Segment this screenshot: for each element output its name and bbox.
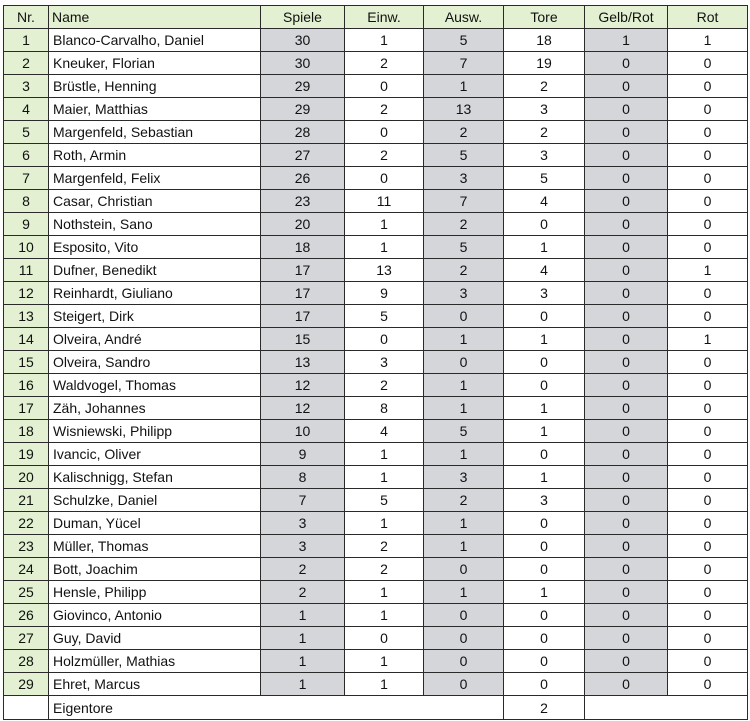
rot-cell: 0 [668, 443, 748, 466]
tore-cell: 3 [504, 489, 585, 512]
own-goals-label: Eigentore [49, 696, 504, 720]
row-nr-cell: 2 [4, 52, 49, 75]
einw-cell: 9 [345, 282, 424, 305]
gelbrot-cell: 0 [585, 144, 668, 167]
tore-cell: 0 [504, 673, 585, 696]
gelbrot-cell: 0 [585, 236, 668, 259]
player-name-cell: Blanco-Carvalho, Daniel [49, 29, 261, 52]
col-header-spiele: Spiele [261, 6, 345, 29]
table-row [4, 121, 748, 144]
tore-cell: 0 [504, 305, 585, 328]
rot-cell: 1 [668, 328, 748, 351]
row-nr-cell: 11 [4, 259, 49, 282]
einw-cell: 0 [345, 75, 424, 98]
row-nr-cell: 7 [4, 167, 49, 190]
einw-cell: 1 [345, 512, 424, 535]
table-row [4, 397, 748, 420]
spiele-cell: 29 [261, 98, 345, 121]
rot-cell: 0 [668, 190, 748, 213]
rot-cell: 0 [668, 581, 748, 604]
tore-cell: 2 [504, 75, 585, 98]
player-name-cell: Waldvogel, Thomas [49, 374, 261, 397]
tore-cell: 1 [504, 420, 585, 443]
spiele-cell: 12 [261, 374, 345, 397]
player-stats-sheet [3, 5, 747, 719]
gelbrot-cell: 1 [585, 29, 668, 52]
row-nr-cell: 6 [4, 144, 49, 167]
row-nr-cell: 1 [4, 29, 49, 52]
spiele-cell: 28 [261, 121, 345, 144]
spiele-cell: 13 [261, 351, 345, 374]
rot-cell: 0 [668, 397, 748, 420]
rot-cell: 0 [668, 167, 748, 190]
einw-cell: 4 [345, 420, 424, 443]
tore-cell: 0 [504, 535, 585, 558]
col-header-rot: Rot [668, 6, 748, 29]
spiele-cell: 3 [261, 535, 345, 558]
gelbrot-cell: 0 [585, 98, 668, 121]
gelbrot-cell: 0 [585, 420, 668, 443]
col-header-ausw: Ausw. [424, 6, 504, 29]
row-nr-cell: 28 [4, 650, 49, 673]
tore-cell: 18 [504, 29, 585, 52]
table-row [4, 98, 748, 121]
gelbrot-cell: 0 [585, 190, 668, 213]
table-row [4, 351, 748, 374]
tore-cell: 1 [504, 581, 585, 604]
table-row [4, 650, 748, 673]
tore-cell: 0 [504, 558, 585, 581]
spiele-cell: 18 [261, 236, 345, 259]
player-name-cell: Margenfeld, Sebastian [49, 121, 261, 144]
tore-cell: 0 [504, 627, 585, 650]
rot-cell: 0 [668, 420, 748, 443]
gelbrot-cell: 0 [585, 351, 668, 374]
own-goals-nr-cell [4, 696, 49, 720]
spiele-cell: 2 [261, 581, 345, 604]
table-row [4, 236, 748, 259]
gelbrot-cell: 0 [585, 650, 668, 673]
gelbrot-cell: 0 [585, 213, 668, 236]
einw-cell: 2 [345, 98, 424, 121]
einw-cell: 2 [345, 374, 424, 397]
gelbrot-cell: 0 [585, 167, 668, 190]
einw-cell: 1 [345, 29, 424, 52]
ausw-cell: 3 [424, 466, 504, 489]
col-header-gelbrot: Gelb/Rot [585, 6, 668, 29]
ausw-cell: 5 [424, 420, 504, 443]
einw-cell: 1 [345, 650, 424, 673]
tore-cell: 1 [504, 328, 585, 351]
rot-cell: 0 [668, 558, 748, 581]
tore-cell: 3 [504, 98, 585, 121]
einw-cell: 5 [345, 489, 424, 512]
row-nr-cell: 15 [4, 351, 49, 374]
row-nr-cell: 3 [4, 75, 49, 98]
einw-cell: 2 [345, 144, 424, 167]
ausw-cell: 1 [424, 535, 504, 558]
rot-cell: 0 [668, 351, 748, 374]
own-goals-count: 2 [504, 696, 585, 720]
rot-cell: 0 [668, 236, 748, 259]
tore-cell: 4 [504, 259, 585, 282]
header-row [4, 6, 748, 29]
einw-cell: 1 [345, 673, 424, 696]
row-nr-cell: 8 [4, 190, 49, 213]
table-row [4, 52, 748, 75]
rot-cell: 1 [668, 29, 748, 52]
ausw-cell: 2 [424, 259, 504, 282]
spiele-cell: 1 [261, 650, 345, 673]
gelbrot-cell: 0 [585, 535, 668, 558]
player-name-cell: Steigert, Dirk [49, 305, 261, 328]
gelbrot-cell: 0 [585, 627, 668, 650]
player-name-cell: Müller, Thomas [49, 535, 261, 558]
player-name-cell: Holzmüller, Mathias [49, 650, 261, 673]
einw-cell: 5 [345, 305, 424, 328]
row-nr-cell: 13 [4, 305, 49, 328]
rot-cell: 0 [668, 98, 748, 121]
row-nr-cell: 25 [4, 581, 49, 604]
table-row [4, 443, 748, 466]
ausw-cell: 0 [424, 558, 504, 581]
rot-cell: 0 [668, 75, 748, 98]
player-name-cell: Olveira, Sandro [49, 351, 261, 374]
rot-cell: 0 [668, 121, 748, 144]
player-name-cell: Zäh, Johannes [49, 397, 261, 420]
ausw-cell: 2 [424, 213, 504, 236]
rot-cell: 0 [668, 305, 748, 328]
ausw-cell: 1 [424, 443, 504, 466]
row-nr-cell: 20 [4, 466, 49, 489]
gelbrot-cell: 0 [585, 604, 668, 627]
own-goals-row [4, 696, 748, 720]
table-row [4, 581, 748, 604]
spiele-cell: 1 [261, 604, 345, 627]
spiele-cell: 27 [261, 144, 345, 167]
rot-cell: 0 [668, 627, 748, 650]
col-header-name: Name [49, 6, 261, 29]
gelbrot-cell: 0 [585, 282, 668, 305]
row-nr-cell: 4 [4, 98, 49, 121]
table-row [4, 259, 748, 282]
gelbrot-cell: 0 [585, 512, 668, 535]
gelbrot-cell: 0 [585, 305, 668, 328]
rot-cell: 0 [668, 673, 748, 696]
spiele-cell: 2 [261, 558, 345, 581]
rot-cell: 0 [668, 512, 748, 535]
row-nr-cell: 21 [4, 489, 49, 512]
tore-cell: 0 [504, 443, 585, 466]
spiele-cell: 12 [261, 397, 345, 420]
tore-cell: 0 [504, 213, 585, 236]
ausw-cell: 1 [424, 328, 504, 351]
row-nr-cell: 24 [4, 558, 49, 581]
tore-cell: 0 [504, 351, 585, 374]
row-nr-cell: 23 [4, 535, 49, 558]
gelbrot-cell: 0 [585, 75, 668, 98]
tore-cell: 1 [504, 397, 585, 420]
gelbrot-cell: 0 [585, 374, 668, 397]
rot-cell: 0 [668, 650, 748, 673]
rot-cell: 0 [668, 282, 748, 305]
einw-cell: 1 [345, 581, 424, 604]
row-nr-cell: 10 [4, 236, 49, 259]
spiele-cell: 15 [261, 328, 345, 351]
rot-cell: 0 [668, 213, 748, 236]
table-row [4, 489, 748, 512]
table-row [4, 420, 748, 443]
rot-cell: 0 [668, 466, 748, 489]
spiele-cell: 3 [261, 512, 345, 535]
ausw-cell: 2 [424, 121, 504, 144]
table-row [4, 604, 748, 627]
table-row [4, 75, 748, 98]
table-row [4, 374, 748, 397]
spiele-cell: 17 [261, 259, 345, 282]
player-name-cell: Olveira, André [49, 328, 261, 351]
spiele-cell: 26 [261, 167, 345, 190]
player-name-cell: Hensle, Philipp [49, 581, 261, 604]
row-nr-cell: 5 [4, 121, 49, 144]
player-name-cell: Brüstle, Henning [49, 75, 261, 98]
spiele-cell: 17 [261, 305, 345, 328]
player-name-cell: Duman, Yücel [49, 512, 261, 535]
tore-cell: 0 [504, 650, 585, 673]
row-nr-cell: 18 [4, 420, 49, 443]
ausw-cell: 0 [424, 673, 504, 696]
gelbrot-cell: 0 [585, 259, 668, 282]
tore-cell: 0 [504, 604, 585, 627]
tore-cell: 0 [504, 512, 585, 535]
player-name-cell: Giovinco, Antonio [49, 604, 261, 627]
gelbrot-cell: 0 [585, 466, 668, 489]
ausw-cell: 0 [424, 351, 504, 374]
tore-cell: 19 [504, 52, 585, 75]
gelbrot-cell: 0 [585, 673, 668, 696]
einw-cell: 13 [345, 259, 424, 282]
einw-cell: 0 [345, 167, 424, 190]
einw-cell: 3 [345, 351, 424, 374]
row-nr-cell: 29 [4, 673, 49, 696]
player-name-cell: Wisniewski, Philipp [49, 420, 261, 443]
rot-cell: 0 [668, 374, 748, 397]
ausw-cell: 3 [424, 167, 504, 190]
einw-cell: 0 [345, 328, 424, 351]
gelbrot-cell: 0 [585, 52, 668, 75]
player-name-cell: Ehret, Marcus [49, 673, 261, 696]
ausw-cell: 5 [424, 236, 504, 259]
tore-cell: 4 [504, 190, 585, 213]
spiele-cell: 8 [261, 466, 345, 489]
rot-cell: 0 [668, 52, 748, 75]
einw-cell: 2 [345, 52, 424, 75]
table-row [4, 213, 748, 236]
player-name-cell: Ivancic, Oliver [49, 443, 261, 466]
einw-cell: 8 [345, 397, 424, 420]
row-nr-cell: 26 [4, 604, 49, 627]
player-name-cell: Roth, Armin [49, 144, 261, 167]
gelbrot-cell: 0 [585, 558, 668, 581]
ausw-cell: 0 [424, 650, 504, 673]
rot-cell: 0 [668, 604, 748, 627]
row-nr-cell: 22 [4, 512, 49, 535]
player-name-cell: Esposito, Vito [49, 236, 261, 259]
ausw-cell: 0 [424, 604, 504, 627]
row-nr-cell: 17 [4, 397, 49, 420]
col-header-tore: Tore [504, 6, 585, 29]
own-goals-empty-cell [585, 696, 748, 720]
table-row [4, 29, 748, 52]
table-row [4, 305, 748, 328]
gelbrot-cell: 0 [585, 121, 668, 144]
row-nr-cell: 27 [4, 627, 49, 650]
einw-cell: 0 [345, 627, 424, 650]
einw-cell: 1 [345, 466, 424, 489]
col-header-nr: Nr. [4, 6, 49, 29]
spiele-cell: 23 [261, 190, 345, 213]
rot-cell: 0 [668, 144, 748, 167]
spiele-cell: 1 [261, 673, 345, 696]
ausw-cell: 5 [424, 29, 504, 52]
spiele-cell: 29 [261, 75, 345, 98]
row-nr-cell: 16 [4, 374, 49, 397]
player-stats-table [3, 5, 748, 720]
einw-cell: 1 [345, 213, 424, 236]
tore-cell: 1 [504, 236, 585, 259]
gelbrot-cell: 0 [585, 443, 668, 466]
rot-cell: 0 [668, 535, 748, 558]
row-nr-cell: 14 [4, 328, 49, 351]
row-nr-cell: 19 [4, 443, 49, 466]
ausw-cell: 3 [424, 282, 504, 305]
einw-cell: 11 [345, 190, 424, 213]
einw-cell: 1 [345, 604, 424, 627]
table-row [4, 144, 748, 167]
row-nr-cell: 9 [4, 213, 49, 236]
spiele-cell: 30 [261, 29, 345, 52]
gelbrot-cell: 0 [585, 581, 668, 604]
table-row [4, 627, 748, 650]
player-name-cell: Reinhardt, Giuliano [49, 282, 261, 305]
spiele-cell: 20 [261, 213, 345, 236]
gelbrot-cell: 0 [585, 397, 668, 420]
ausw-cell: 1 [424, 397, 504, 420]
ausw-cell: 2 [424, 489, 504, 512]
ausw-cell: 0 [424, 305, 504, 328]
ausw-cell: 1 [424, 75, 504, 98]
ausw-cell: 13 [424, 98, 504, 121]
player-name-cell: Bott, Joachim [49, 558, 261, 581]
tore-cell: 3 [504, 282, 585, 305]
einw-cell: 1 [345, 236, 424, 259]
table-row [4, 558, 748, 581]
table-row [4, 190, 748, 213]
player-name-cell: Guy, David [49, 627, 261, 650]
gelbrot-cell: 0 [585, 328, 668, 351]
player-name-cell: Maier, Matthias [49, 98, 261, 121]
rot-cell: 1 [668, 259, 748, 282]
ausw-cell: 1 [424, 512, 504, 535]
gelbrot-cell: 0 [585, 489, 668, 512]
tore-cell: 3 [504, 144, 585, 167]
ausw-cell: 1 [424, 581, 504, 604]
table-row [4, 167, 748, 190]
player-name-cell: Nothstein, Sano [49, 213, 261, 236]
row-nr-cell: 12 [4, 282, 49, 305]
player-name-cell: Kneuker, Florian [49, 52, 261, 75]
player-name-cell: Margenfeld, Felix [49, 167, 261, 190]
tore-cell: 0 [504, 374, 585, 397]
spiele-cell: 9 [261, 443, 345, 466]
player-name-cell: Dufner, Benedikt [49, 259, 261, 282]
player-name-cell: Casar, Christian [49, 190, 261, 213]
ausw-cell: 7 [424, 52, 504, 75]
einw-cell: 2 [345, 558, 424, 581]
col-header-einw: Einw. [345, 6, 424, 29]
spiele-cell: 17 [261, 282, 345, 305]
table-row [4, 282, 748, 305]
einw-cell: 1 [345, 443, 424, 466]
spiele-cell: 7 [261, 489, 345, 512]
ausw-cell: 0 [424, 627, 504, 650]
table-row [4, 673, 748, 696]
tore-cell: 2 [504, 121, 585, 144]
tore-cell: 1 [504, 466, 585, 489]
table-row [4, 535, 748, 558]
player-name-cell: Schulzke, Daniel [49, 489, 261, 512]
spiele-cell: 30 [261, 52, 345, 75]
einw-cell: 2 [345, 535, 424, 558]
table-row [4, 328, 748, 351]
rot-cell: 0 [668, 489, 748, 512]
table-row [4, 466, 748, 489]
ausw-cell: 1 [424, 374, 504, 397]
einw-cell: 0 [345, 121, 424, 144]
tore-cell: 5 [504, 167, 585, 190]
spiele-cell: 10 [261, 420, 345, 443]
spiele-cell: 1 [261, 627, 345, 650]
ausw-cell: 7 [424, 190, 504, 213]
table-row [4, 512, 748, 535]
player-name-cell: Kalischnigg, Stefan [49, 466, 261, 489]
ausw-cell: 5 [424, 144, 504, 167]
